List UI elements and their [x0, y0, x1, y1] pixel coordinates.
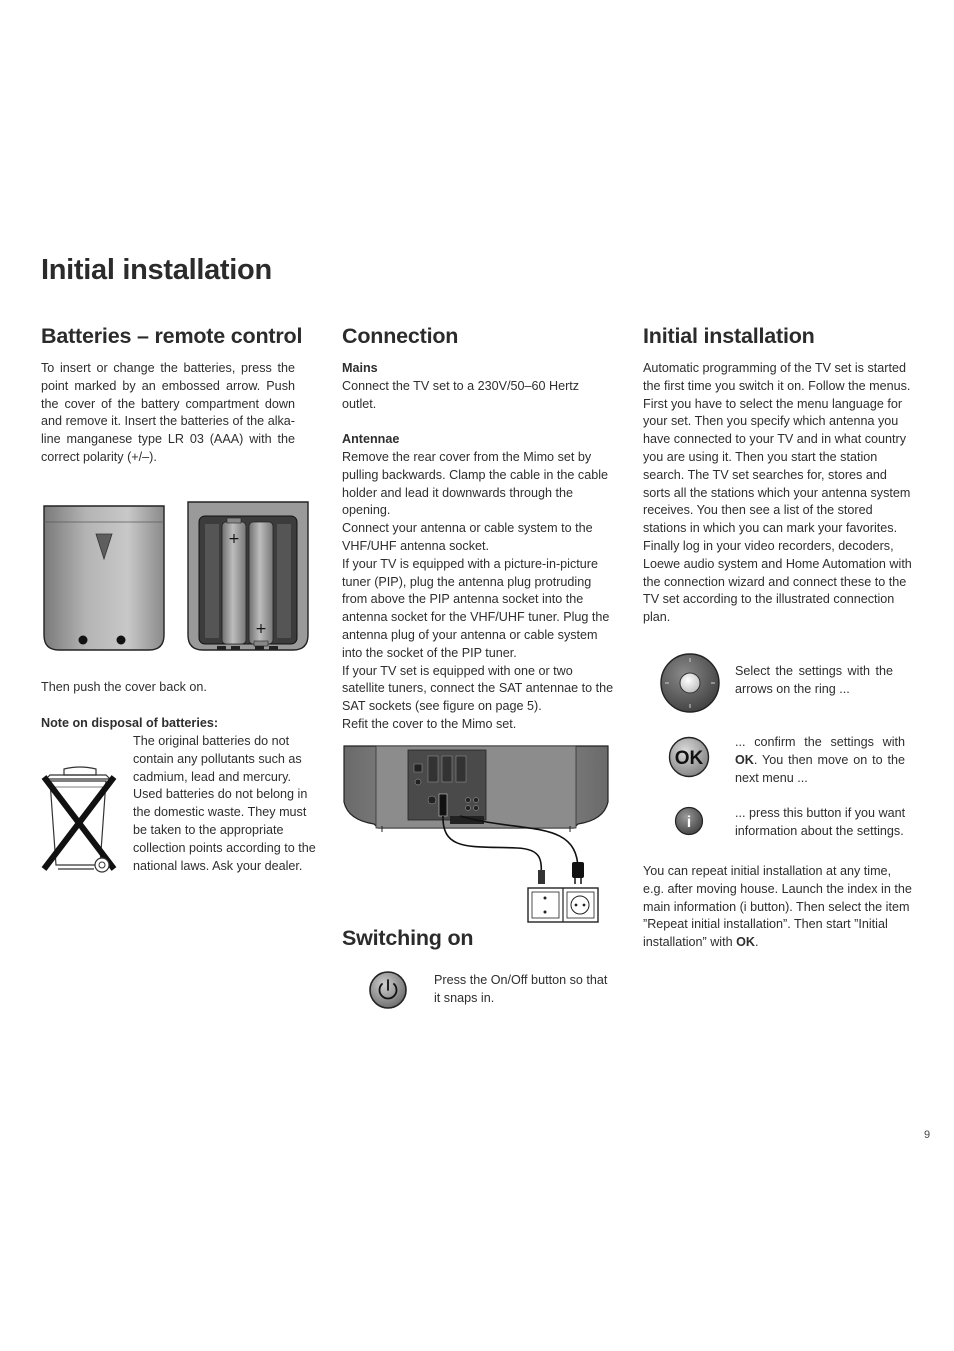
- cover-back-paragraph: Then push the cover back on.: [41, 680, 207, 694]
- ok-text-pre: ... confirm the settings with: [735, 735, 905, 749]
- info-text: [735, 805, 915, 841]
- page-number: 9: [924, 1129, 931, 1141]
- ok-text: [735, 734, 905, 787]
- ok-label: OK: [674, 748, 704, 769]
- power-button[interactable]: [368, 970, 408, 1010]
- ok-paragraph: [735, 734, 905, 787]
- page-title: Initial installation: [41, 254, 272, 286]
- ok-text-post: . You then move on to the next menu ...: [735, 752, 905, 785]
- plus-sign: +: [255, 621, 267, 637]
- ok-button[interactable]: [668, 736, 710, 778]
- antennae-paragraph-5: Refit the cover to the Mimo set.: [342, 716, 517, 731]
- disposal-text: [133, 733, 321, 875]
- plus-sign: +: [228, 531, 240, 547]
- ring-paragraph: Select the settings with the arrows on the ring ...: [735, 664, 893, 696]
- crossed-bin-icon: [40, 765, 120, 875]
- antennae-paragraph-4: If your TV set is equipped with one or two satellite tuners, connect the SAT antennae to the SAT sockets (see figure on page 5).: [342, 663, 614, 714]
- repeat-paragraph: [643, 863, 915, 952]
- switching-on-heading: Switching on: [342, 926, 474, 950]
- cover-back-text: [41, 679, 301, 697]
- antennae-paragraph-3: If your TV is equipped with a picture-in-picture tuner (PIP), plug the antenna plug protruding from above the PIP antenna socket into the antenna socket for the VHF/UHF tuner. Plug the antenna plug of your antenna or cable system into the socket of the PIP tuner.: [342, 556, 610, 660]
- remote-open-compartment: [188, 502, 308, 650]
- batteries-intro: [41, 360, 295, 467]
- repeat-text-post: .: [755, 935, 759, 950]
- batteries-intro-text: To insert or change the batteries, press the point marked by an embossed arrow. Push the cover of the battery compartment down and remove it. Insert the batteries of the alka-line manganese type LR 03 (AAA) with the correct polarity (+/–).: [41, 361, 295, 464]
- switching-on-paragraph: Press the On/Off button so that it snaps in.: [434, 973, 608, 1005]
- initial-installation-paragraph-1: Automatic programming of the TV set is started the first time you switch it on. Follow the menus.: [643, 361, 911, 393]
- initial-installation-paragraph-2: First you have to select the menu language for your set. Then you specify which antenna you have connected to your TV and in what country you are using it. Then you start the station search. The TV set searches for, stores and sorts all the stations which your antenna system receives. You then see a list of the stored stations in which you can mark your favorites. Finally log in your video recorders, decoders, Loewe audio system and Home Automation with the connection wizard and connect these to the TV set according to the illustrated connection plan.: [643, 396, 912, 625]
- batteries-heading: Batteries – remote control: [41, 324, 303, 348]
- antennae-paragraph-1: Remove the rear cover from the Mimo set by pulling backwards. Clamp the cable in the cable holder and lead it downwards through the opening.: [342, 449, 609, 518]
- repeat-text-pre: You can repeat initial installation at any time, e.g. after moving house. Launch the index in the main information (i button). Then select the item ”Repeat initial installation”. Then start ”Initial installation” with: [643, 864, 912, 950]
- remote-battery-illustration: [41, 500, 311, 662]
- disposal-paragraph: The original batteries do not contain any pollutants such as cadmium, lead and mercury. Used batteries do not belong in the domestic waste. They must be taken to the appropriate collection points according to the national laws. Ask your dealer.: [133, 734, 316, 873]
- remote-closed-cover: [44, 506, 164, 650]
- connection-text: [342, 360, 614, 734]
- switching-on-text: [434, 972, 616, 1008]
- connection-heading: Connection: [342, 324, 459, 348]
- initial-installation-text: [643, 360, 915, 627]
- antennae-paragraph-2: Connect your antenna or cable system to the VHF/UHF antenna socket.: [342, 521, 593, 553]
- mains-heading: Mains: [342, 361, 378, 375]
- tv-connection-illustration: [342, 742, 614, 926]
- info-paragraph: ... press this button if you want information about the settings.: [735, 806, 906, 838]
- ring-text: [735, 663, 893, 699]
- info-button[interactable]: [674, 806, 704, 836]
- info-icon: i: [686, 814, 692, 831]
- antennae-heading: Antennae: [342, 432, 400, 447]
- repeat-text-bold: OK: [736, 935, 755, 950]
- mains-text: Connect the TV set to a 230V/50–60 Hertz outlet.: [342, 378, 580, 411]
- repeat-installation-text: [643, 863, 915, 952]
- spacer: [342, 413, 614, 431]
- disposal-heading: Note on disposal of batteries:: [41, 716, 219, 730]
- navigation-ring-button[interactable]: [659, 652, 721, 714]
- ok-text-bold: OK: [735, 752, 754, 767]
- initial-installation-heading: Initial installation: [643, 324, 815, 348]
